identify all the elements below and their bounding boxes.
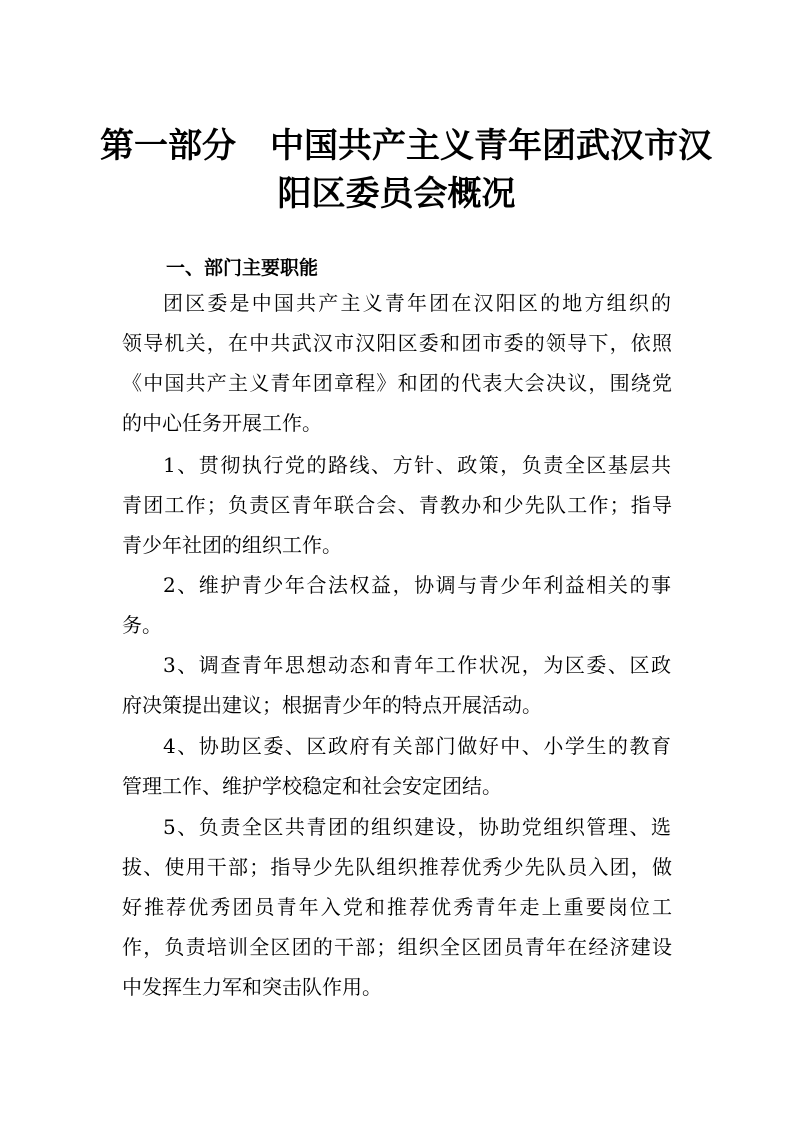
paragraph-line: 3、调查青年思想动态和青年工作状况，为区委、区政 (163, 653, 671, 677)
page-title-line-2: 阳区委员会概况 (277, 174, 516, 214)
paragraph-line: 4、协助区委、区政府有关部门做好中、小学生的教育 (163, 734, 671, 758)
paragraph-line: 好推荐优秀团员青年入党和推荐优秀青年走上重要岗位工 (122, 895, 672, 919)
paragraph-line: 青少年社团的组织工作。 (122, 533, 342, 557)
paragraph-line: 青团工作；负责区青年联合会、青教办和少先队工作；指导 (122, 493, 672, 517)
paragraph-line: 拔、使用干部；指导少先队组织推荐优秀少先队员入团，做 (122, 855, 672, 879)
paragraph-line: 领导机关，在中共武汉市汉阳区委和团市委的领导下，依照 (122, 331, 672, 355)
paragraph-line: 务。 (122, 613, 162, 637)
paragraph-line: 作，负责培训全区团的干部；组织全区团员青年在经济建设 (122, 935, 672, 959)
page-title-line-1: 第一部分 中国共产主义青年团武汉市汉 (100, 126, 712, 166)
paragraph-line: 团区委是中国共产主义青年团在汉阳区的地方组织的 (163, 291, 671, 315)
paragraph-line: 管理工作、维护学校稳定和社会安定团结。 (122, 774, 502, 798)
paragraph-line: 中发挥生力军和突击队作用。 (122, 975, 382, 999)
section-heading: 一、部门主要职能 (166, 257, 319, 279)
paragraph-line: 的中心任务开展工作。 (122, 411, 322, 435)
paragraph-line: 府决策提出建议；根据青少年的特点开展活动。 (122, 693, 542, 717)
paragraph-line: 5、负责全区共青团的组织建设，协助党组织管理、选 (163, 815, 671, 839)
paragraph-line: 2、维护青少年合法权益，协调与青少年利益相关的事 (163, 573, 671, 597)
paragraph-line: 1、贯彻执行党的路线、方针、政策，负责全区基层共 (163, 453, 671, 477)
paragraph-line: 《中国共产主义青年团章程》和团的代表大会决议，围绕党 (122, 371, 672, 395)
